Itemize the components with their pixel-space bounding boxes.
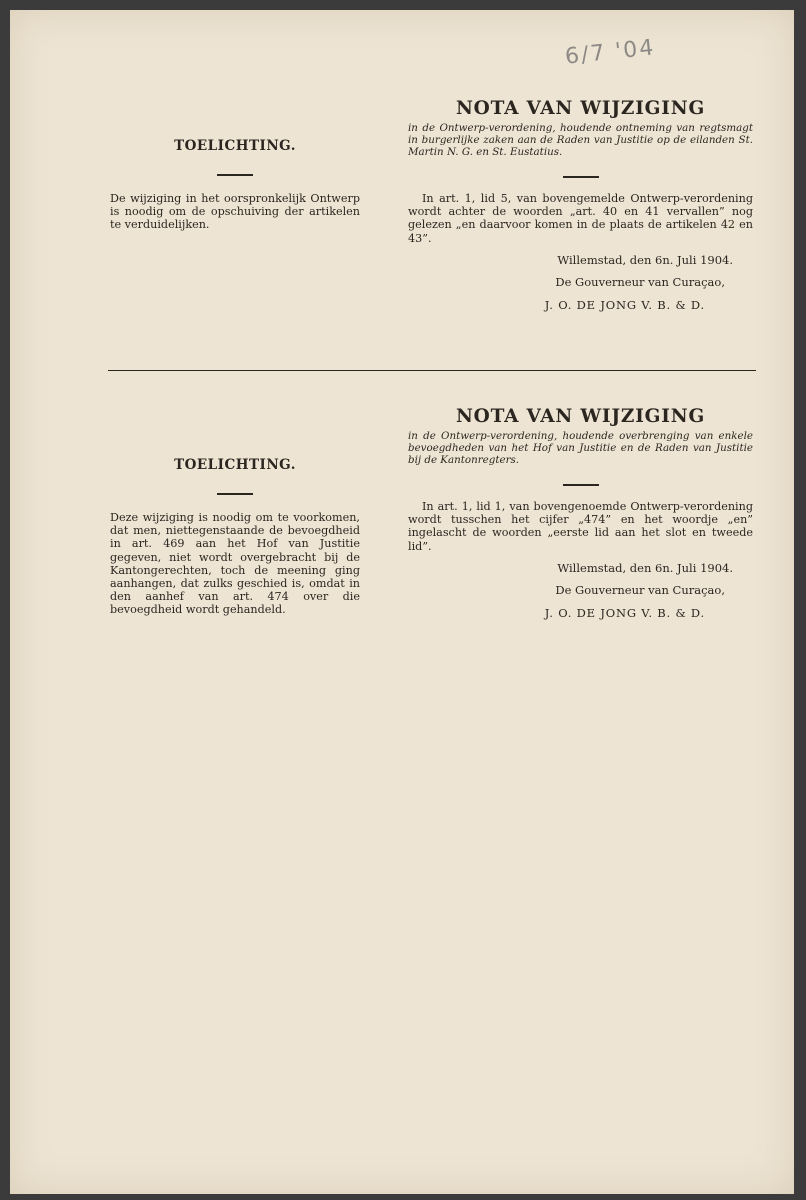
toelichting-text: Deze wijziging is noodig om te voorkomen, dat men, niettegenstaande de bevoegdheid in art. 469 aan het Hof van Justitie gegeven, niet wordt overgebracht bij de Kantongerechten, toch de meening ging aanhangen, dat zulks geschied is, omdat in den aanhef van art. 474 over die bevoegdheid wordt gehandeld. [110,511,360,617]
nota-title: NOTA VAN WIJZIGING [455,406,706,427]
nota-body: In art. 1, lid 5, van bovengemelde Ontwerp-verordening wordt achter de woorden „art. 40 en 41 vervallen” nog gelezen „en daarvoor komen in de plaats de artikelen 42 en 43”. [408,192,753,245]
short-rule [217,493,253,495]
place-date: Willemstad, den 6n. Juli 1904. [557,560,733,575]
document-page [10,10,794,1194]
nota-section-2 [408,406,753,620]
toelichting-section-1 [110,138,360,232]
governor-line: De Gouverneur van Curaçao, [555,274,725,289]
nota-section-1 [408,98,753,312]
handwritten-note: 6/7 '04 [563,35,657,70]
nota-subtitle: in de Ontwerp-verordening, houdende overbrenging van enkele bevoegdheden van het Hof van Justitie en de Raden van Justitie bij de Kantonregters. [408,430,753,466]
signature-line: J. O. DE JONG V. B. & D. [544,297,705,312]
governor-line: De Gouverneur van Curaçao, [555,582,725,597]
nota-body: In art. 1, lid 1, van bovengenoemde Ontwerp-verordening wordt tusschen het cijfer „474” en het woordje „en” ingelascht de woorden „eerste lid aan het slot en tweede lid”. [408,500,753,553]
signature-line: J. O. DE JONG V. B. & D. [544,605,705,620]
short-rule [563,484,599,486]
toelichting-title: TOELICHTING. [174,138,296,154]
toelichting-section-2 [110,457,360,617]
toelichting-text: De wijziging in het oorspronkelijk Ontwerp is noodig om de opschuiving der artikelen te verduidelijken. [110,192,360,232]
nota-subtitle: in de Ontwerp-verordening, houdende ontneming van regtsmagt in burgerlijke zaken aan de Raden van Justitie op de eilanden St. Martin N. G. en St. Eustatius. [408,122,753,158]
toelichting-title: TOELICHTING. [174,457,296,473]
place-date: Willemstad, den 6n. Juli 1904. [557,252,733,267]
section-divider [108,370,756,371]
short-rule [217,174,253,176]
nota-title: NOTA VAN WIJZIGING [455,98,706,119]
short-rule [563,176,599,178]
